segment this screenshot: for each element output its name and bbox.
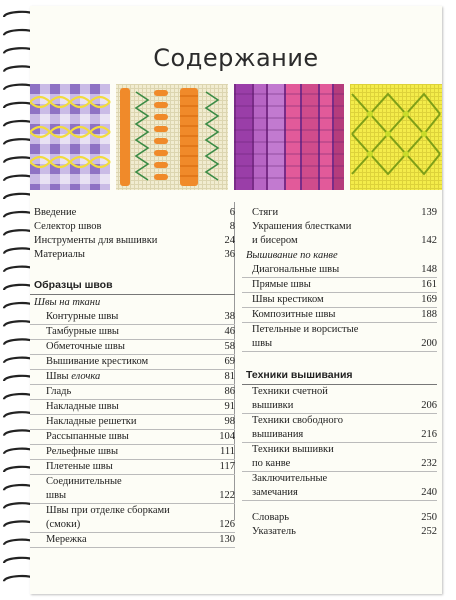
toc-entry[interactable] <box>242 457 437 472</box>
toc-entry[interactable] <box>30 248 235 262</box>
toc-entry-title: Плетеные швы <box>46 461 113 472</box>
toc-entry-title: швы <box>46 490 67 501</box>
toc-entry[interactable] <box>30 504 235 518</box>
toc-entry-page: 240 <box>421 487 437 498</box>
toc-entry-title: Стяги <box>252 207 279 218</box>
toc-entry-page: 169 <box>421 294 437 305</box>
toc-entry[interactable] <box>242 486 437 501</box>
toc-entry-title: Петельные и ворсистые <box>252 324 359 335</box>
toc-entry-page: 38 <box>224 311 235 322</box>
toc-entry-page: 139 <box>421 207 437 218</box>
toc-entry-title: и бисером <box>252 235 298 246</box>
toc-entry-title: Введение <box>34 207 77 218</box>
book-page <box>30 6 442 594</box>
toc-entry[interactable] <box>242 428 437 443</box>
swatch-canvas-orange <box>116 84 228 190</box>
toc-entry[interactable] <box>30 370 235 385</box>
toc-entry[interactable] <box>242 472 437 486</box>
toc-entry-page: 46 <box>224 326 235 337</box>
toc-entry[interactable] <box>30 340 235 355</box>
toc-entry[interactable] <box>242 511 437 525</box>
toc-entry-page: 188 <box>421 309 437 320</box>
toc-entry-page: 8 <box>229 221 235 232</box>
swatch-yellow-lattice <box>350 84 442 190</box>
toc-entry-page: 91 <box>224 401 235 412</box>
toc-entry[interactable] <box>242 443 437 457</box>
toc-entry[interactable] <box>30 489 235 504</box>
toc-entry[interactable] <box>30 206 235 220</box>
toc-entry-title: Швы крестиком <box>252 294 324 305</box>
toc-entry-page: 130 <box>219 534 235 545</box>
toc-entry-title: Материалы <box>34 249 85 260</box>
toc-entry-page: 6 <box>229 207 235 218</box>
toc-entry-title: (смоки) <box>46 519 81 530</box>
toc-entry-title: Техники вышивки <box>252 444 334 455</box>
toc-entry-page: 111 <box>220 446 235 457</box>
swatch-knit-stripes <box>234 84 344 190</box>
toc-right-column <box>242 206 437 539</box>
toc-entry[interactable] <box>242 414 437 428</box>
toc-entry[interactable] <box>242 323 437 337</box>
toc-left-column <box>30 206 235 548</box>
toc-entry-page: 232 <box>421 458 437 469</box>
toc-entry-page: 69 <box>224 356 235 367</box>
toc-entry-title: Мережка <box>46 534 87 545</box>
toc-entry-title: Украшения блестками <box>252 221 352 232</box>
toc-entry[interactable] <box>30 385 235 400</box>
toc-entry[interactable] <box>30 518 235 533</box>
toc-entry[interactable] <box>30 430 235 445</box>
toc-entry-title: вышивания <box>252 429 304 440</box>
subsection-heading: Вышивание по канве <box>246 250 338 261</box>
toc-entry[interactable] <box>242 525 437 539</box>
toc-entry-title: Диагональные швы <box>252 264 340 275</box>
toc-entry-title: Словарь <box>252 512 290 523</box>
toc-entry-title: по канве <box>252 458 291 469</box>
toc-entry-title: швы <box>252 338 273 349</box>
toc-entry[interactable] <box>242 385 437 399</box>
toc-entry-page: 58 <box>224 341 235 352</box>
section-heading: Образцы швов <box>30 278 235 295</box>
toc-entry[interactable] <box>242 220 437 234</box>
toc-entry-page: 142 <box>421 235 437 246</box>
toc-entry-title: Гладь <box>46 386 72 397</box>
toc-entry-page: 216 <box>421 429 437 440</box>
swatch-gingham-smocking <box>30 84 110 190</box>
embroidery-swatches-banner <box>30 84 442 190</box>
toc-entry-page: 252 <box>421 526 437 537</box>
page-title: Содержание <box>153 44 319 72</box>
toc-entry-page: 24 <box>224 235 235 246</box>
toc-entry[interactable] <box>30 400 235 415</box>
toc-entry[interactable] <box>242 278 437 293</box>
toc-entry[interactable] <box>242 293 437 308</box>
toc-entry-title-emphasis: елочка <box>71 371 101 382</box>
toc-entry[interactable] <box>242 234 437 248</box>
subsection-heading: Швы на ткани <box>34 297 101 308</box>
toc-entry[interactable] <box>242 263 437 278</box>
toc-entry-title: Вышивание крестиком <box>46 356 149 367</box>
toc-entry-title: замечания <box>252 487 298 498</box>
toc-entry[interactable] <box>30 220 235 234</box>
toc-entry[interactable] <box>30 475 235 489</box>
toc-entry-title: Швы при отделке сборками <box>46 505 170 516</box>
toc-entry-title: Рельефные швы <box>46 446 119 457</box>
toc-entry[interactable] <box>30 355 235 370</box>
toc-entry-page: 126 <box>219 519 235 530</box>
toc-entry-page: 104 <box>219 431 235 442</box>
toc-entry-page: 161 <box>421 279 437 290</box>
toc-entry-page: 81 <box>224 371 235 382</box>
toc-entry-title: Накладные швы <box>46 401 119 412</box>
toc-entry-page: 86 <box>224 386 235 397</box>
toc-entry[interactable] <box>30 460 235 475</box>
toc-entry-title: Контурные швы <box>46 311 119 322</box>
toc-entry[interactable] <box>242 399 437 414</box>
toc-entry-page: 206 <box>421 400 437 411</box>
toc-entry-title: Швы елочка <box>46 371 101 382</box>
toc-entry-page: 36 <box>224 249 235 260</box>
toc-entry-page: 98 <box>224 416 235 427</box>
section-heading: Техники вышивания <box>242 368 437 385</box>
toc-entry-title: Обметочные швы <box>46 341 125 352</box>
toc-entry[interactable] <box>30 310 235 325</box>
toc-entry-page: 200 <box>421 338 437 349</box>
toc-entry-title: Накладные решетки <box>46 416 137 427</box>
toc-entry[interactable] <box>30 445 235 460</box>
toc-entry[interactable] <box>242 337 437 352</box>
toc-entry[interactable] <box>30 415 235 430</box>
toc-entry-title: Техники счетной <box>252 386 328 397</box>
toc-entry-title: вышивки <box>252 400 294 411</box>
toc-entry[interactable] <box>242 206 437 220</box>
toc-entry-title: Инструменты для вышивки <box>34 235 158 246</box>
toc-entry-page: 117 <box>219 461 235 472</box>
toc-entry-title: Композитные швы <box>252 309 336 320</box>
toc-entry[interactable] <box>30 234 235 248</box>
toc-entry-title: Заключительные <box>252 473 328 484</box>
toc-entry-title: Тамбурные швы <box>46 326 119 337</box>
toc-entry-title: Прямые швы <box>252 279 311 290</box>
toc-entry[interactable] <box>242 308 437 323</box>
toc-entry-page: 148 <box>421 264 437 275</box>
toc-entry[interactable] <box>30 533 235 548</box>
toc-entry-title: Селектор швов <box>34 221 102 232</box>
toc-entry-title: Техники свободного <box>252 415 343 426</box>
toc-entry-title: Соединительные <box>46 476 122 487</box>
toc-entry-page: 250 <box>421 512 437 523</box>
toc-entry-title: Указатель <box>252 526 296 537</box>
toc-entry[interactable] <box>30 325 235 340</box>
toc-entry-page: 122 <box>219 490 235 501</box>
toc-entry-title: Рассыпанные швы <box>46 431 129 442</box>
